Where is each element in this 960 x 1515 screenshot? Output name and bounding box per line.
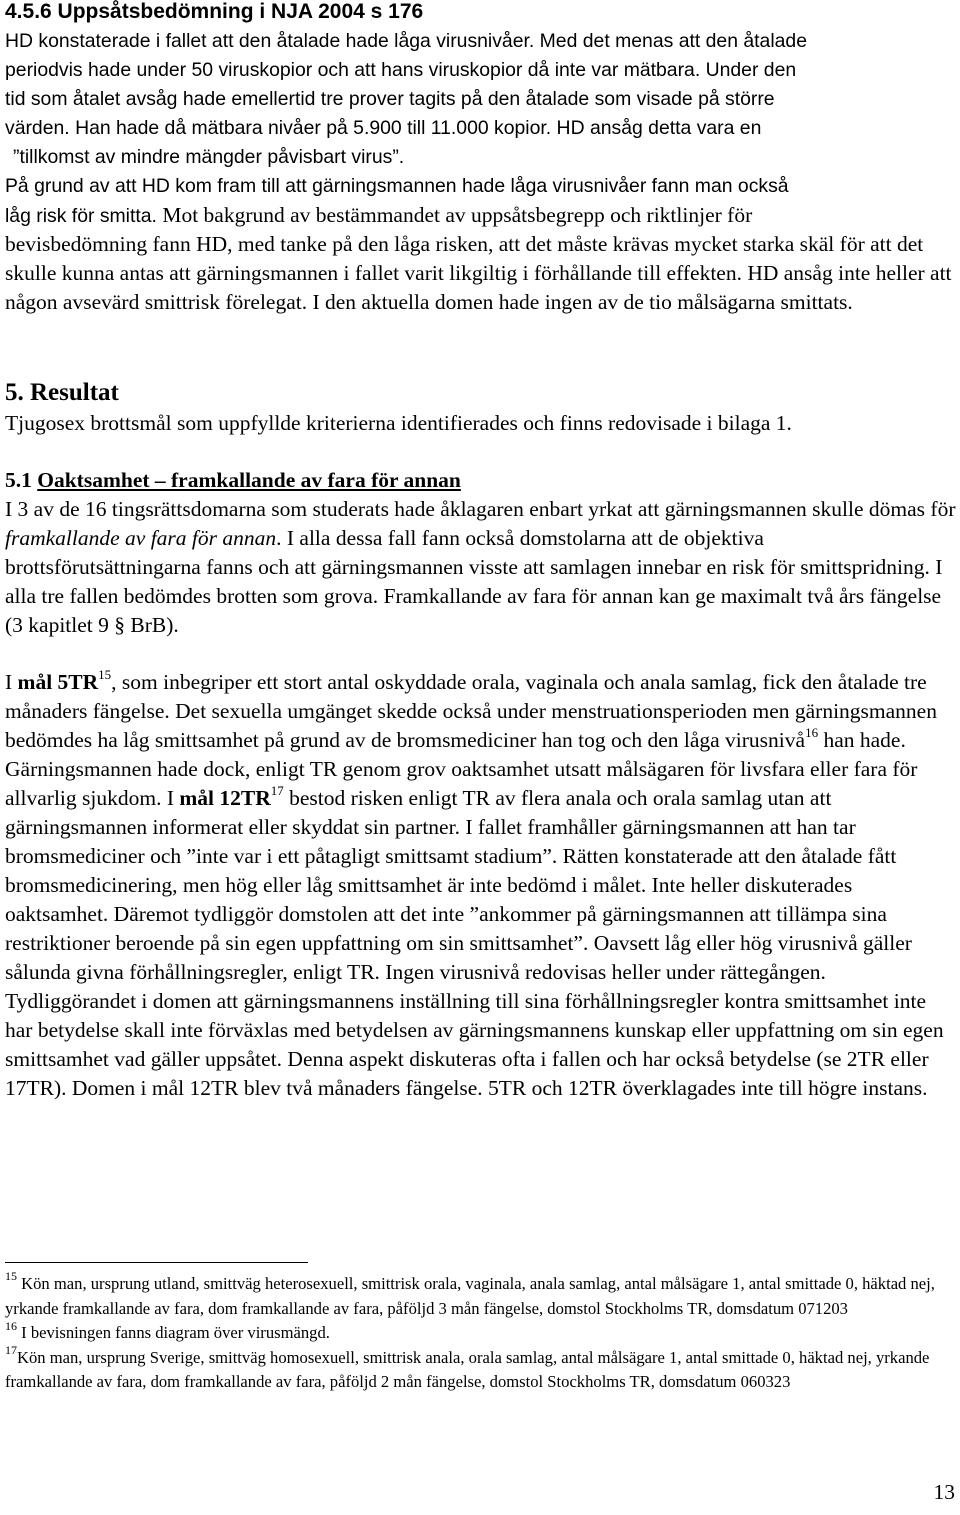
text-fragment: bestod risken enligt TR av flera anala och orala samlag utan att gärningsmannen informerat eller skyddat sin partner. I fallet framhåller gärningsmannen att han tar bromsmediciner och ”inte var i ett påtagligt smittsamt stadium”. Rätten konstaterade att den åtalade fått bromsmedicinering, men hög eller låg smittsamhet är inte bedömd i målet. Inte heller diskuterades oaktsamhet. Däremot tydliggör domstolen att det inte ”ankommer på gärningsmannen att tillämpa sina restriktioner beroende på sin egen uppfattning om sin smittsamhet”. Oavsett låg eller hög virusnivå gäller sålunda givna förhållningsregler, enligt TR. Ingen virusnivå redovisas heller under rättegången. Tydliggörandet i domen att gärningsmannens inställning till sina förhållningsregler kontra smittsamhet inte har betydelse skall inte förväxlas med betydelsen av gärningsmannens kunskap eller uppfattning om sin egen smittsamhet vad gäller uppsåtet. Denna aspekt diskuteras ofta i fallen och har också betydelse (se 2TR eller 17TR). Domen i mål 12TR blev två månaders fängelse. 5TR och 12TR överklagades inte till högre instans. (5, 786, 944, 1100)
assessment-paragraph (5, 230, 957, 317)
heading-number: 5.1 (5, 468, 32, 492)
section-heading-5: 5. Resultat (5, 379, 119, 406)
results-paragraph: Tjugosex brottsmål som uppfyllde kriterierna identifierades och finns redovisade i bilaga 1. (5, 411, 792, 435)
footnote-number: 17 (5, 1343, 17, 1358)
footnote (5, 1343, 957, 1395)
text-fragment: låg risk för smitta. (5, 205, 157, 227)
footnote-number: 15 (5, 1269, 17, 1284)
footnote-marker: 15 (98, 666, 112, 682)
text-line: På grund av att HD kom fram till att gärningsmannen hade låga virusnivåer fann man också (5, 175, 789, 197)
footnote-marker: 17 (270, 782, 284, 798)
footnote-text: I bevisningen fanns diagram över virusmängd. (17, 1323, 330, 1343)
text-fragment: I 3 av de 16 tingsrättsdomarna som studerats hade åklagaren enbart yrkat att gärningsmannen skulle dömas för (5, 497, 956, 521)
text-fragment: Mot bakgrund av bestämmandet av uppsåtsbegrepp och riktlinjer för (162, 203, 753, 227)
paragraph-text (5, 495, 957, 640)
text-line: periodvis hade under 50 viruskopior och att hans viruskopior då inte var mätbara. Under den (5, 59, 797, 81)
text-fragment: , som inbegriper ett stort antal oskyddade orala, vaginala och anala samlag, fick den åtalade tre månaders fängelse. Det sexuella umgänget skedde också under menstruationsperioden men gärningsmannen bedömdes ha låg smittsamhet på grund av de bromsmediciner han tog och den låga virusnivå (5, 670, 937, 752)
footnotes (5, 1269, 957, 1395)
footnote (5, 1318, 957, 1346)
footnote (5, 1269, 957, 1321)
footnote-text: Kön man, ursprung utland, smittväg heterosexuell, smittrisk orala, vaginala, anala samlag, antal målsägare 1, antal smittade 0, häktad nej, yrkande framkallande av fara, dom framkallande av fara, påföljd 3 mån fängelse, domstol Stockholms TR, domsdatum 071203 (5, 1274, 935, 1318)
text-line: ”tillkomst av mindre mängder påvisbart virus”. (13, 146, 405, 168)
text-line (5, 201, 957, 231)
heading-title: Oaktsamhet – framkallande av fara för annan (37, 468, 461, 492)
text-fragment: I (5, 670, 18, 694)
footnote-text: Kön man, ursprung Sverige, smittväg homosexuell, smittrisk anala, orala samlag, antal målsägare 1, antal smittade 0, häktad nej, yrkande framkallande av fara, dom framkallande av fara, påföljd 2 mån fängelse, domstol Stockholms TR, domsdatum 060323 (5, 1347, 930, 1392)
footnote-marker: 16 (805, 724, 819, 740)
paragraph-text: bevisbedömning fann HD, med tanke på den låga risken, att det måste krävas mycket starka skäl för att det skulle kunna antas att gärningsmannen i fallet varit likgiltig i förhållande till effekten. HD ansåg inte heller att någon avsevärd smittrisk förelegat. I den aktuella domen hade ingen av de tio målsägarna smittats. (5, 232, 952, 314)
case-reference: mål 5TR (17, 670, 99, 694)
paragraph-case-analysis (5, 668, 957, 1103)
section-heading-4-5-6: 4.5.6 Uppsåtsbedömning i NJA 2004 s 176 (5, 0, 424, 23)
footnote-divider (5, 1262, 308, 1263)
italic-term: framkallande av fara för annan (5, 526, 277, 550)
case-reference: mål 12TR (179, 786, 271, 810)
section-heading-5-1 (5, 466, 461, 495)
page-number: 13 (933, 1480, 955, 1504)
paragraph-framkallande (5, 495, 957, 640)
text-line: värden. Han hade då mätbara nivåer på 5.900 till 11.000 kopior. HD ansåg detta vara en (5, 117, 762, 139)
text-line: HD konstaterade i fallet att den åtalade hade låga virusnivåer. Med det menas att den åtalade (5, 30, 807, 52)
text-line: tid som åtalet avsåg hade emellertid tre prover tagits på den åtalade som visade på större (5, 88, 775, 110)
footnote-number: 16 (5, 1318, 17, 1333)
text-fragment: han hade. Gärningsmannen hade dock, enligt TR genom grov oaktsamhet utsatt målsägaren för livsfara eller fara för allvarlig sjukdom. I (5, 728, 918, 810)
paragraph-text (5, 668, 957, 1103)
text-fragment: . I alla dessa fall fann också domstolarna att de objektiva brottsförutsättningarna fanns och att gärningsmannen visste att samlagen innebar en risk för smittspridning. I alla tre fallen bedömdes brotten som grova. Framkallande av fara för annan kan ge maximalt två års fängelse (3 kapitlet 9 § BrB). (5, 526, 943, 637)
njA-case-paragraph (5, 27, 957, 231)
